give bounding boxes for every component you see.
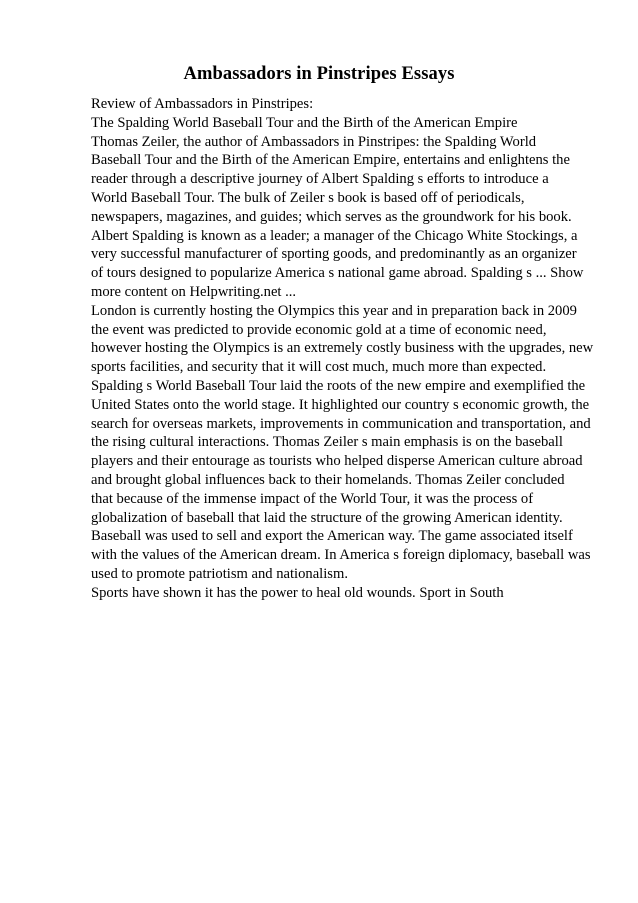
text-line: search for overseas markets, improvements in communication and transportation, and bbox=[91, 415, 591, 432]
text-line: newspapers, magazines, and guides; which serves as the groundwork for his book. bbox=[91, 208, 572, 225]
text-line: The Spalding World Baseball Tour and the Birth of the American Empire bbox=[91, 114, 518, 131]
text-line: Baseball was used to sell and export the American way. The game associated itself bbox=[91, 528, 573, 545]
text-line: Sports have shown it has the power to heal old wounds. Sport in South bbox=[91, 584, 504, 601]
text-line: used to promote patriotism and nationalism. bbox=[91, 565, 348, 582]
text-line: players and their entourage as tourists who helped disperse American culture abroad bbox=[91, 453, 583, 470]
text-line: that because of the immense impact of the World Tour, it was the process of bbox=[91, 490, 534, 507]
text-line: more content on Helpwriting.net ... bbox=[91, 283, 297, 300]
page-title: Ambassadors in Pinstripes Essays bbox=[183, 64, 455, 84]
text-line: Spalding s World Baseball Tour laid the roots of the new empire and exemplified the bbox=[91, 377, 586, 394]
text-line: very successful manufacturer of sporting goods, and predominantly as an organizer bbox=[91, 246, 577, 263]
text-line: World Baseball Tour. The bulk of Zeiler s book is based off of periodicals, bbox=[91, 189, 525, 206]
text-line: of tours designed to popularize America s national game abroad. Spalding s ... Show bbox=[91, 265, 584, 282]
essay-body bbox=[91, 95, 601, 603]
text-line: the event was predicted to provide economic gold at a time of economic need, bbox=[91, 321, 547, 338]
text-line: Albert Spalding is known as a leader; a manager of the Chicago White Stockings, a bbox=[91, 227, 578, 244]
text-line: globalization of baseball that laid the structure of the growing American identity. bbox=[91, 509, 563, 526]
text-line: the rising cultural interactions. Thomas Zeiler s main emphasis is on the baseball bbox=[91, 434, 563, 451]
text-line: and brought global influences back to their homelands. Thomas Zeiler concluded bbox=[91, 471, 565, 488]
text-line: Thomas Zeiler, the author of Ambassadors in Pinstripes: the Spalding World bbox=[91, 133, 537, 150]
text-line: Review of Ambassadors in Pinstripes: bbox=[91, 96, 314, 112]
text-line: United States onto the world stage. It highlighted our country s economic growth, the bbox=[91, 396, 590, 413]
text-line: Baseball Tour and the Birth of the American Empire, entertains and enlightens the bbox=[91, 152, 570, 169]
text-line: however hosting the Olympics is an extremely costly business with the upgrades, new bbox=[91, 340, 594, 357]
text-line: London is currently hosting the Olympics this year and in preparation back in 2009 bbox=[91, 302, 577, 319]
text-line: reader through a descriptive journey of Albert Spalding s efforts to introduce a bbox=[91, 171, 549, 188]
text-line: with the values of the American dream. In America s foreign diplomacy, baseball was bbox=[91, 547, 591, 564]
text-line: sports facilities, and security that it will cost much, much more than expected. bbox=[91, 359, 547, 376]
